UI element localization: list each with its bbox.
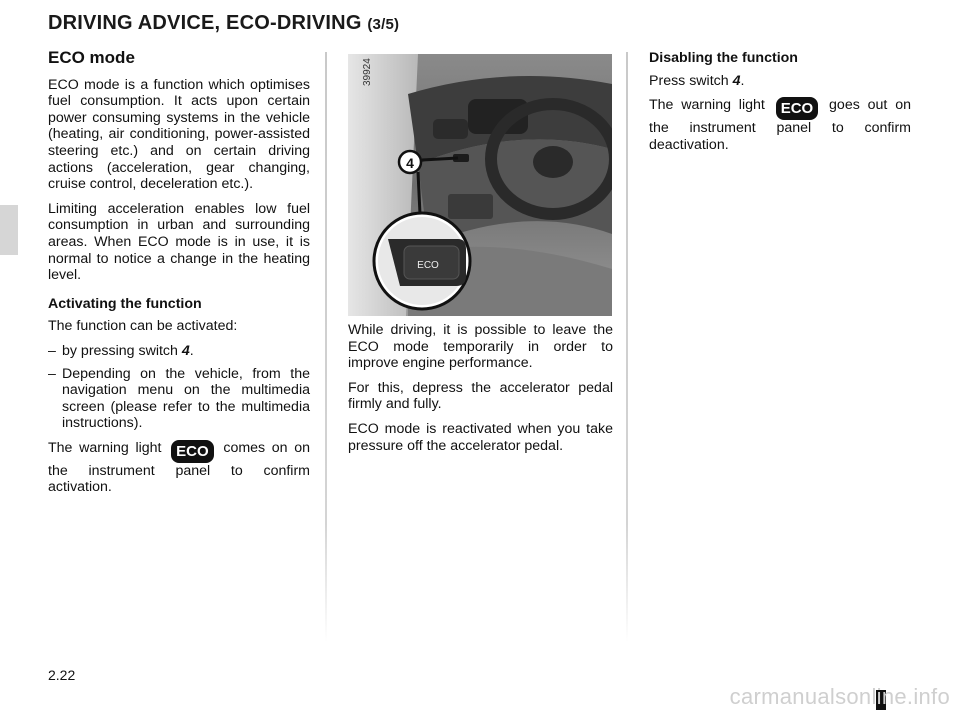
acceleration-description: Limiting acceleration enables low fuel consumption in urban and surrounding areas. When ECO mode is in use, it is normal to notice a change in the heating level. (48, 200, 310, 284)
press-switch-text (649, 73, 911, 90)
page-title (48, 12, 399, 35)
right-column (649, 50, 911, 161)
list-item-text: by pressing switch (62, 342, 182, 359)
warning-text-pre: The warning light (48, 439, 162, 456)
activating-intro: The function can be activated: (48, 318, 238, 335)
left-column (48, 50, 310, 504)
eco-warning-light-icon: ECO (171, 440, 214, 463)
switch-reference: 4 (181, 342, 190, 359)
list-dash: – (48, 365, 56, 382)
press-text: Press switch (649, 72, 733, 89)
activating-heading: Activating the function (48, 295, 202, 312)
press-end: . (740, 72, 745, 89)
eco-switch-label: ECO (417, 260, 439, 271)
page-title-text: DRIVING ADVICE, ECO-DRIVING (48, 12, 362, 34)
temporary-exit-text: While driving, it is possible to leave the ECO mode temporarily in order to improve engine performance. (348, 322, 613, 372)
disabling-heading: Disabling the function (649, 50, 798, 66)
dashboard-illustration (348, 54, 612, 316)
dashboard-drawing (348, 54, 612, 316)
chapter-tab (0, 205, 18, 255)
eco-warning-light-icon: ECO (776, 97, 819, 120)
list-item-end: . (189, 342, 194, 359)
list-dash: – (48, 342, 56, 359)
section-heading-eco-mode: ECO mode (48, 48, 135, 67)
page-number: 2.22 (48, 667, 76, 683)
middle-column (348, 322, 613, 462)
warning-text-pre: The warning light (649, 97, 765, 114)
list-item (48, 343, 310, 360)
list-item-text: Depending on the vehicle, from the navigation menu on the multimedia screen (please refer to the multimedia instructions). (62, 365, 310, 432)
reactivation-text: ECO mode is reactivated when you take pressure off the accelerator pedal. (348, 420, 613, 454)
list-item (48, 366, 310, 432)
page-title-part: (3/5) (367, 16, 400, 33)
column-divider (626, 52, 628, 642)
activation-list (48, 343, 310, 432)
activation-warning-text (48, 440, 310, 496)
warning-text-post: goes out on the instrument panel to confirm deactivation. (649, 97, 911, 153)
column-divider (325, 52, 327, 642)
watermark: carmanualsonline.info (729, 684, 950, 709)
accelerator-text: For this, depress the accelerator pedal firmly and fully. (348, 379, 613, 413)
switch-reference: 4 (732, 72, 741, 89)
image-reference-number: 39924 (362, 58, 373, 86)
deactivation-warning-text (649, 97, 911, 153)
eco-mode-description: ECO mode is a function which optimises fuel consumption. It acts upon certain power consuming systems in the vehicle (heating, air conditioning, power-assisted steering etc.) and on certain driving actions (acceleration, gear changing, cruise control, deceleration etc.). (48, 76, 310, 193)
warning-text-post: comes on on the instrument panel to confirm activation. (48, 439, 311, 496)
callout-number: 4 (406, 155, 414, 171)
